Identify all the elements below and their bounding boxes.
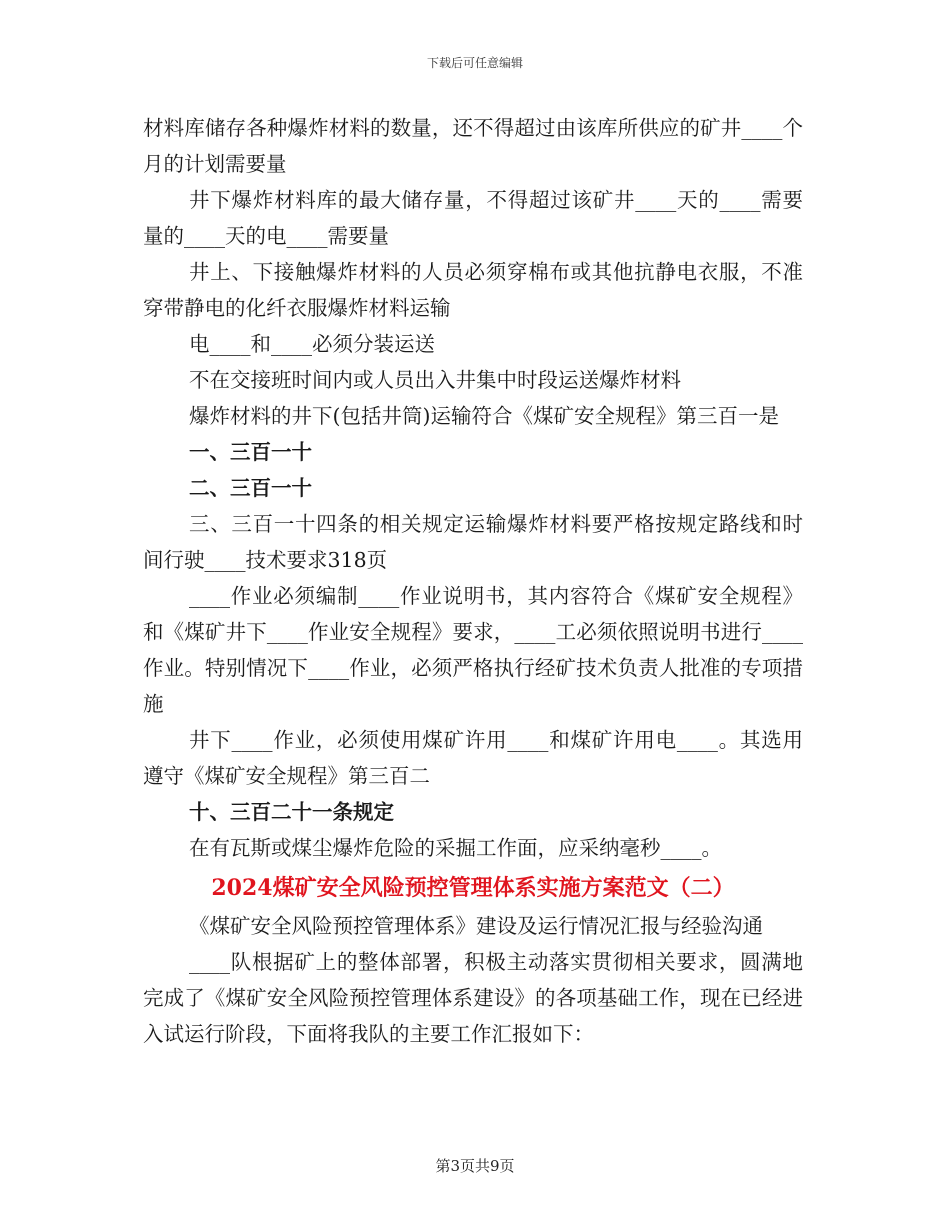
paragraph-3: 井上、下接触爆炸材料的人员必须穿棉布或其他抗静电衣服，不准穿带静电的化纤衣服爆炸材料运输 xyxy=(143,260,803,320)
paragraph-9: 井下____作业，必须使用煤矿许用____和煤矿许用电____。其选用遵守《煤矿安全规程》第三百二 xyxy=(143,728,803,788)
page-footer: 第3页共9页 xyxy=(435,1157,515,1175)
paragraph-2: 井下爆炸材料库的最大储存量，不得超过该矿井____天的____需要量的____天的电____需要量 xyxy=(143,188,803,248)
paragraph-6: 爆炸材料的井下(包括井筒)运输符合《煤矿安全规程》第三百一是 xyxy=(189,404,779,428)
paragraph-11: 《煤矿安全风险预控管理体系》建设及运行情况汇报与经验沟通 xyxy=(189,914,763,938)
section-title: 2024煤矿安全风险预控管理体系实施方案范文（二） xyxy=(211,875,735,901)
page-header: 下载后可任意编辑 xyxy=(426,56,523,70)
paragraph-4: 电____和____必须分装运送 xyxy=(189,332,435,356)
list-heading-2: 二、三百一十 xyxy=(189,476,312,500)
list-heading-3: 十、三百二十一条规定 xyxy=(189,800,394,824)
paragraph-10: 在有瓦斯或煤尘爆炸危险的采掘工作面，应采纳毫秒____。 xyxy=(189,836,722,860)
list-heading-1: 一、三百一十 xyxy=(189,440,312,464)
paragraph-7: 三、三百一十四条的相关规定运输爆炸材料要严格按规定路线和时间行驶____技术要求318页 xyxy=(143,512,803,572)
paragraph-12: ____队根据矿上的整体部署，积极主动落实贯彻相关要求，圆满地完成了《煤矿安全风险预控管理体系建设》的各项基础工作，现在已经进入试运行阶段，下面将我队的主要工作汇报如下： xyxy=(143,950,803,1046)
paragraph-8: ____作业必须编制____作业说明书，其内容符合《煤矿安全规程》和《煤矿井下____作业安全规程》要求，____工必须依照说明书进行____作业。特别情况下____作业，必须严格执行经矿技术负责人批准的专项措施 xyxy=(143,584,803,716)
paragraph-1: 材料库储存各种爆炸材料的数量，还不得超过由该库所供应的矿井____个月的计划需要量 xyxy=(143,116,803,176)
paragraph-5: 不在交接班时间内或人员出入井集中时段运送爆炸材料 xyxy=(189,368,681,392)
document-body xyxy=(143,110,803,1052)
